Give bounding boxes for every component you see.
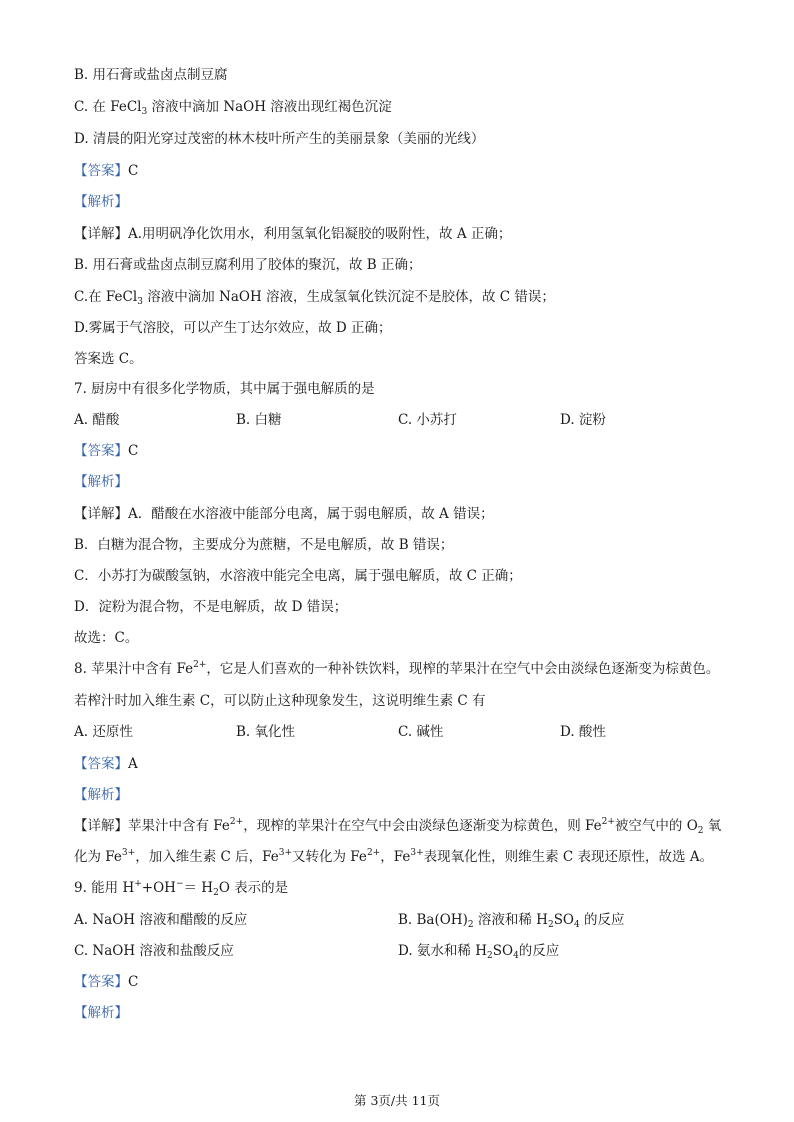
q6-detail-c: C.在 FeCl$_3$ 溶液中滴加 NaOH 溶液，生成氢氧化铁沉淀不是胶体，故 C 错误； [74,289,555,307]
q7-detail-b: B．白糖为混合物，主要成分为蔗糖，不是电解质，故 B 错误； [74,537,454,553]
q8-detail-line1: 【详解】苹果汁中含有 $Fe^{2+}$，现榨的苹果汁在空气中会由淡绿色逐渐变为棕黄色，则 $Fe^{2+}$被空气中的 $O_2$ 氧 [74,817,722,836]
q8-stem-line2: 若榨汁时加入维生素 C，可以防止这种现象发生，这说明维生素 C 有 [74,693,486,709]
answer-tag: 【答案】 [74,443,128,459]
q9-answer: 【答案】C [74,974,139,990]
page-footer: 第 3页/共 11页 [353,1093,441,1108]
q8-option-b: B. 氧化性 [236,724,296,740]
q8-option-c: C. 碱性 [398,724,444,740]
q9-option-c: C. NaOH 溶液和盐酸反应 [74,943,234,959]
q7-option-d: D. 淀粉 [560,412,606,428]
q8-stem-line1: 8. 苹果汁中含有 $Fe^{2+}$，它是人们喜欢的一种补铁饮料，现榨的苹果汁在空气中会由淡绿色逐渐变为棕黄色。 [74,660,720,677]
q9-option-d: D. 氨水和稀 $H_2SO_4$的反应 [398,943,560,961]
q7-option-b: B. 白糖 [236,412,282,428]
answer-tag: 【答案】 [74,163,128,179]
q7-detail-a: 【详解】A．醋酸在水溶液中能部分电离，属于弱电解质，故 A 错误； [74,506,494,522]
q7-option-c: C. 小苏打 [398,412,457,428]
q6-option-b: B. 用石膏或盐卤点制豆腐 [74,67,228,83]
q6-analysis-tag: 【解析】 [74,194,128,210]
q6-option-d: D. 清晨的阳光穿过茂密的林木枝叶所产生的美丽景象（美丽的光线） [74,131,485,147]
q8-option-d: D. 酸性 [560,724,606,740]
q6-conclusion: 答案选 C。 [74,351,143,367]
q7-option-a: A. 醋酸 [74,412,120,428]
q7-detail-c: C．小苏打为碳酸氢钠，水溶液中能完全电离，属于强电解质，故 C 正确； [74,568,522,584]
q7-stem: 7. 厨房中有很多化学物质，其中属于强电解质的是 [74,381,375,397]
q6-detail-d: D.雾属于气溶胶，可以产生丁达尔效应，故 D 正确； [74,320,392,336]
q9-analysis-tag: 【解析】 [74,1005,128,1021]
q6-detail-a: 【详解】A.用明矾净化饮用水，利用氢氧化铝凝胶的吸附性，故 A 正确； [74,226,512,242]
answer-tag: 【答案】 [74,756,128,772]
q7-conclusion: 故选：C。 [74,630,139,646]
q9-option-b: B. $Ba(OH)_2$ 溶液和稀 $H_2SO_4$ 的反应 [398,912,625,930]
q9-option-a: A. NaOH 溶液和醋酸的反应 [74,912,248,928]
q8-answer: 【答案】A [74,756,138,772]
q7-analysis-tag: 【解析】 [74,474,128,490]
q6-detail-b: B. 用石膏或盐卤点制豆腐利用了胶体的聚沉，故 B 正确； [74,257,422,273]
q7-detail-d: D．淀粉为混合物，不是电解质，故 D 错误； [74,599,348,615]
q6-answer: 【答案】C [74,163,139,179]
q6-option-c: C. 在 FeCl$_3$ 溶液中滴加 NaOH 溶液出现红褐色沉淀 [74,99,392,117]
answer-tag: 【答案】 [74,974,128,990]
q8-detail-line2: 化为 $Fe^{3+}$，加入维生素 C 后，$Fe^{3+}$又转化为 $Fe^{2+}$，$Fe^{3+}$表现氧化性，则维生素 C 表现还原性，故选 A。 [74,848,714,865]
q8-analysis-tag: 【解析】 [74,787,128,803]
q9-stem: 9. 能用 $H^++OH^-= H_2O$ 表示的是 [74,879,289,898]
q8-option-a: A. 还原性 [74,724,133,740]
q7-answer: 【答案】C [74,443,139,459]
